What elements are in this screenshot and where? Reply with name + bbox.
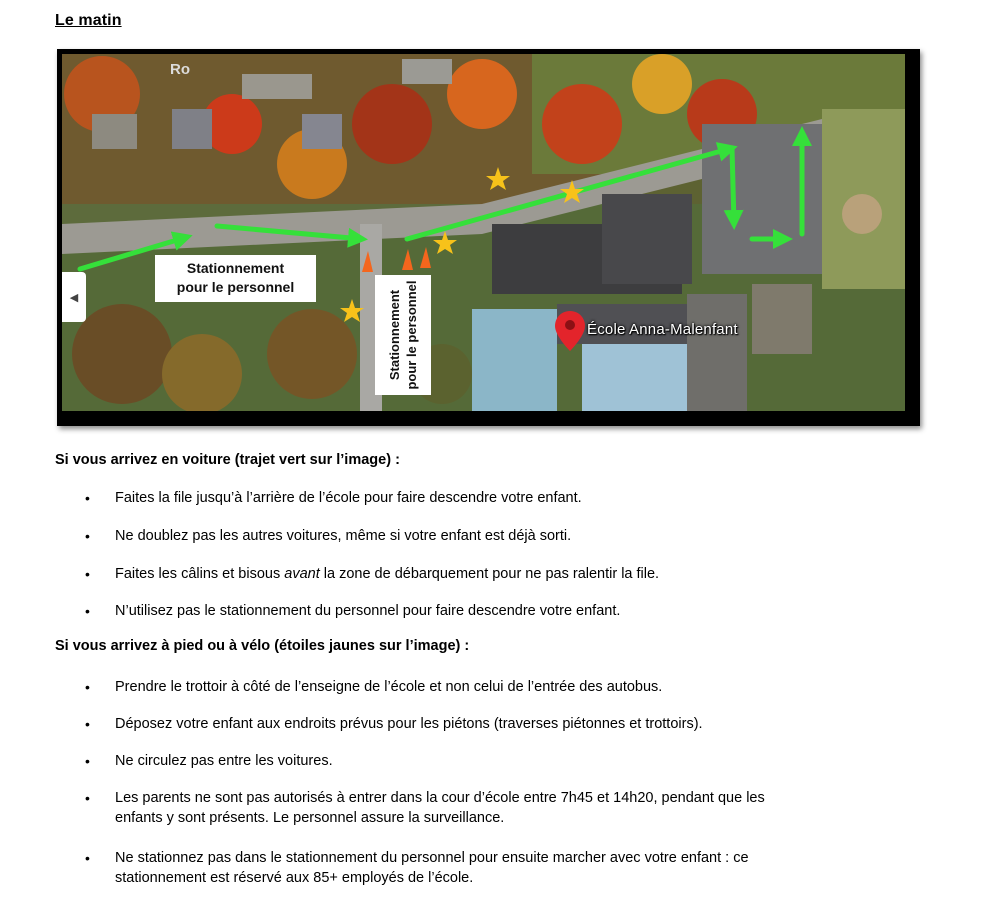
bullet-icon: • bbox=[85, 603, 90, 619]
bullet-icon: • bbox=[85, 790, 90, 806]
list-item-line1: Les parents ne sont pas autorisés à entrer dans la cour d’école entre 7h45 et 14h20, pendant que les bbox=[115, 790, 765, 806]
list-item-text: Faites la file jusqu’à l’arrière de l’école pour faire descendre votre enfant. bbox=[115, 490, 582, 506]
staff-parking-vertical-line1: Stationnement bbox=[387, 289, 402, 381]
bullet-icon: • bbox=[85, 753, 90, 769]
list-item-text-pre: Faites les câlins et bisous bbox=[115, 566, 285, 582]
list-item-text-post: la zone de débarquement pour ne pas ralentir la file. bbox=[319, 566, 660, 582]
list-item-emphasis: avant bbox=[284, 566, 320, 582]
bullet-icon: • bbox=[85, 679, 90, 695]
bullet-icon: • bbox=[85, 566, 90, 582]
list-item-text: Ne doublez pas les autres voitures, même si votre enfant est déjà sorti. bbox=[115, 528, 572, 544]
walk-section-title: Si vous arrivez à pied ou à vélo (étoiles jaunes sur l’image) : bbox=[55, 638, 470, 654]
bullet-icon: • bbox=[85, 528, 90, 544]
bullet-icon: • bbox=[85, 716, 90, 732]
staff-parking-label-line2: pour le personnel bbox=[176, 279, 295, 295]
staff-parking-label-line1: Stationnement bbox=[186, 260, 285, 276]
aerial-map-image bbox=[62, 54, 905, 411]
car-section-title: Si vous arrivez en voiture (trajet vert sur l’image) : bbox=[55, 452, 400, 468]
bullet-icon: • bbox=[85, 850, 90, 866]
list-item-text: Prendre le trottoir à côté de l’enseigne de l’école et non celui de l’entrée des autobus. bbox=[115, 679, 663, 695]
staff-parking-vertical-label bbox=[375, 275, 431, 395]
list-item-text bbox=[115, 788, 915, 828]
road-name-fragment: Ro bbox=[170, 61, 190, 78]
list-item-text bbox=[115, 564, 915, 584]
bullet-icon: • bbox=[85, 490, 90, 506]
list-item-text bbox=[115, 848, 915, 888]
staff-parking-label bbox=[155, 255, 316, 302]
staff-parking-vertical-line2: pour le personnel bbox=[404, 280, 419, 390]
list-item-line2: stationnement est réservé aux 85+ employés de l’école. bbox=[115, 870, 474, 886]
list-item-text: Ne circulez pas entre les voitures. bbox=[115, 753, 333, 769]
list-item-text: N’utilisez pas le stationnement du personnel pour faire descendre votre enfant. bbox=[115, 603, 621, 619]
section-heading: Le matin bbox=[55, 12, 122, 29]
list-item-text: Déposez votre enfant aux endroits prévus pour les piétons (traverses piétonnes et trottoirs). bbox=[115, 716, 703, 732]
aerial-map bbox=[57, 49, 920, 426]
list-item-line2: enfants y sont présents. Le personnel assure la surveillance. bbox=[115, 810, 505, 826]
chevron-left-icon[interactable]: ◀ bbox=[62, 272, 86, 322]
list-item-line1: Ne stationnez pas dans le stationnement du personnel pour ensuite marcher avec votre enfant : ce bbox=[115, 850, 749, 866]
school-name-label: École Anna-Malenfant bbox=[587, 321, 738, 338]
